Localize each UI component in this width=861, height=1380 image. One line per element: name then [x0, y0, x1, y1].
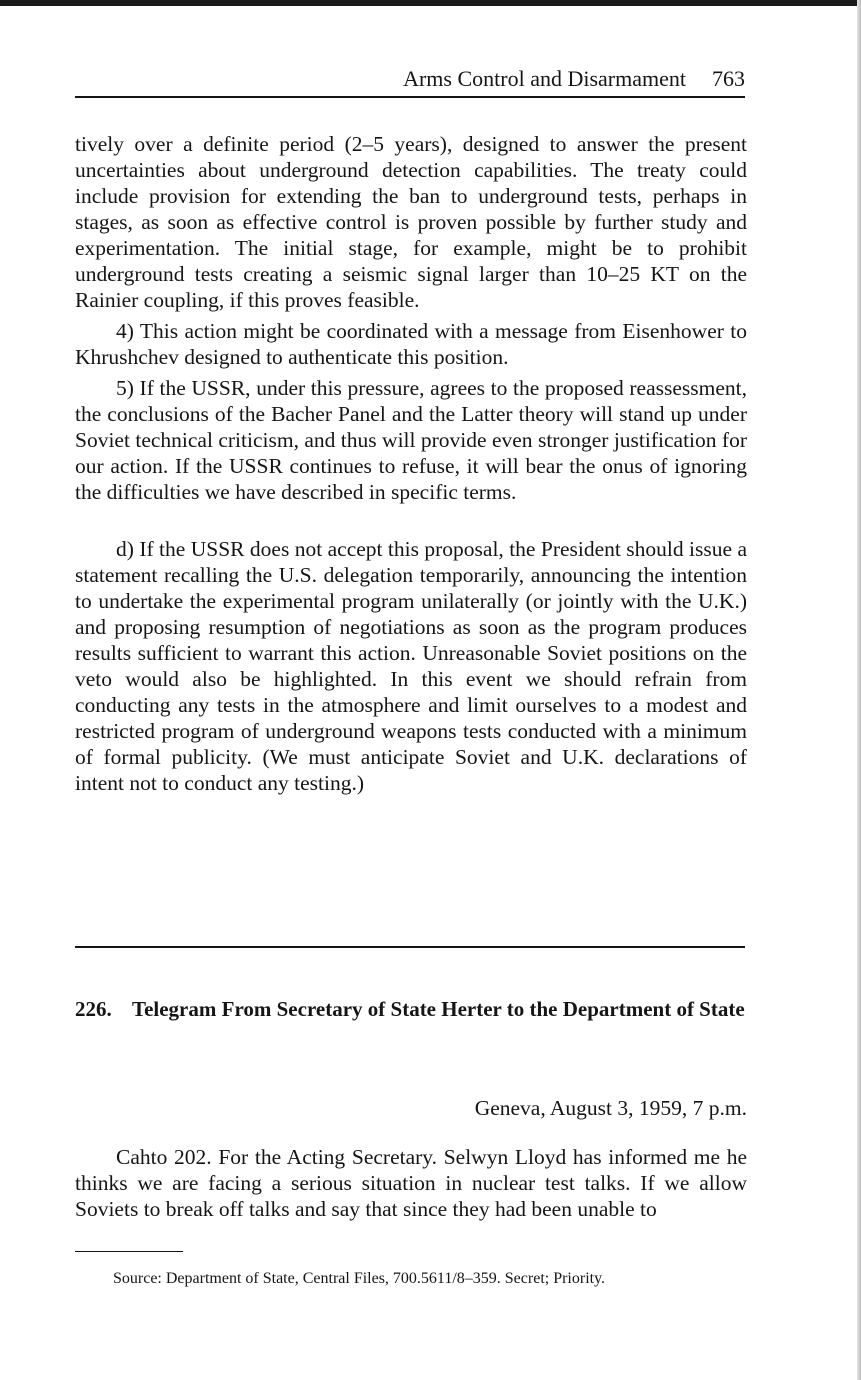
section-divider — [75, 946, 745, 948]
paragraph-item-4: 4) This action might be coordinated with a message from Eisenhower to Khrushchev designed to authenticate this position. — [75, 319, 747, 369]
running-head — [75, 64, 745, 98]
page-right-edge — [857, 0, 861, 1380]
document-title: Telegram From Secretary of State Herter to the Department of State — [132, 997, 745, 1021]
document-heading — [75, 996, 747, 1022]
page-top-edge — [0, 0, 861, 6]
paragraph-item-d: d) If the USSR does not accept this proposal, the President should issue a statement recalling the U.S. delegation temporarily, announcing the intention to undertake the experimental program unilaterally (or jointly with the U.K.) and proposing resumption of negotiations as soon as the program produces results sufficient to warrant this action. Unreasonable Soviet positions on the veto would also be highlighted. In this event we should refrain from conducting any tests in the atmosphere and limit ourselves to a modest and restricted program of underground weapons tests conducted with a minimum of formal publicity. (We must anticipate Soviet and U.K. declarations of intent not to conduct any testing.) — [75, 537, 747, 795]
continued-paragraph: tively over a definite period (2–5 years), designed to answer the present uncertainties about underground detection capabilities. The treaty could include provision for extending the ban to underground tests, perhaps in stages, as soon as effective control is proven possible by further study and experimentation. The initial stage, for example, might be to prohibit underground tests creating a seismic signal larger than 10–25 KT on the Rainier coupling, if this proves feasible. — [75, 132, 747, 312]
telegram-opening-paragraph: Cahto 202. For the Acting Secretary. Selwyn Lloyd has informed me he thinks we are facing a serious situation in nuclear test talks. If we allow Soviets to break off talks and say that since they had been unable to — [75, 1145, 747, 1221]
source-footnote: Source: Department of State, Central Files, 700.5611/8–359. Secret; Priority. — [113, 1270, 606, 1287]
paragraph-item-5: 5) If the USSR, under this pressure, agrees to the proposed reassessment, the conclusions of the Bacher Panel and the Latter theory will stand up under Soviet technical criticism, and thus will provide even stronger justification for our action. If the USSR continues to refuse, it will bear the onus of ignoring the difficulties we have described in specific terms. — [75, 376, 747, 504]
dateline: Geneva, August 3, 1959, 7 p.m. — [474, 1096, 747, 1120]
page-number: 763 — [712, 66, 745, 91]
document-number: 226. — [75, 997, 112, 1021]
running-head-title: Arms Control and Disarmament — [403, 66, 686, 91]
footnote-divider — [75, 1251, 183, 1252]
